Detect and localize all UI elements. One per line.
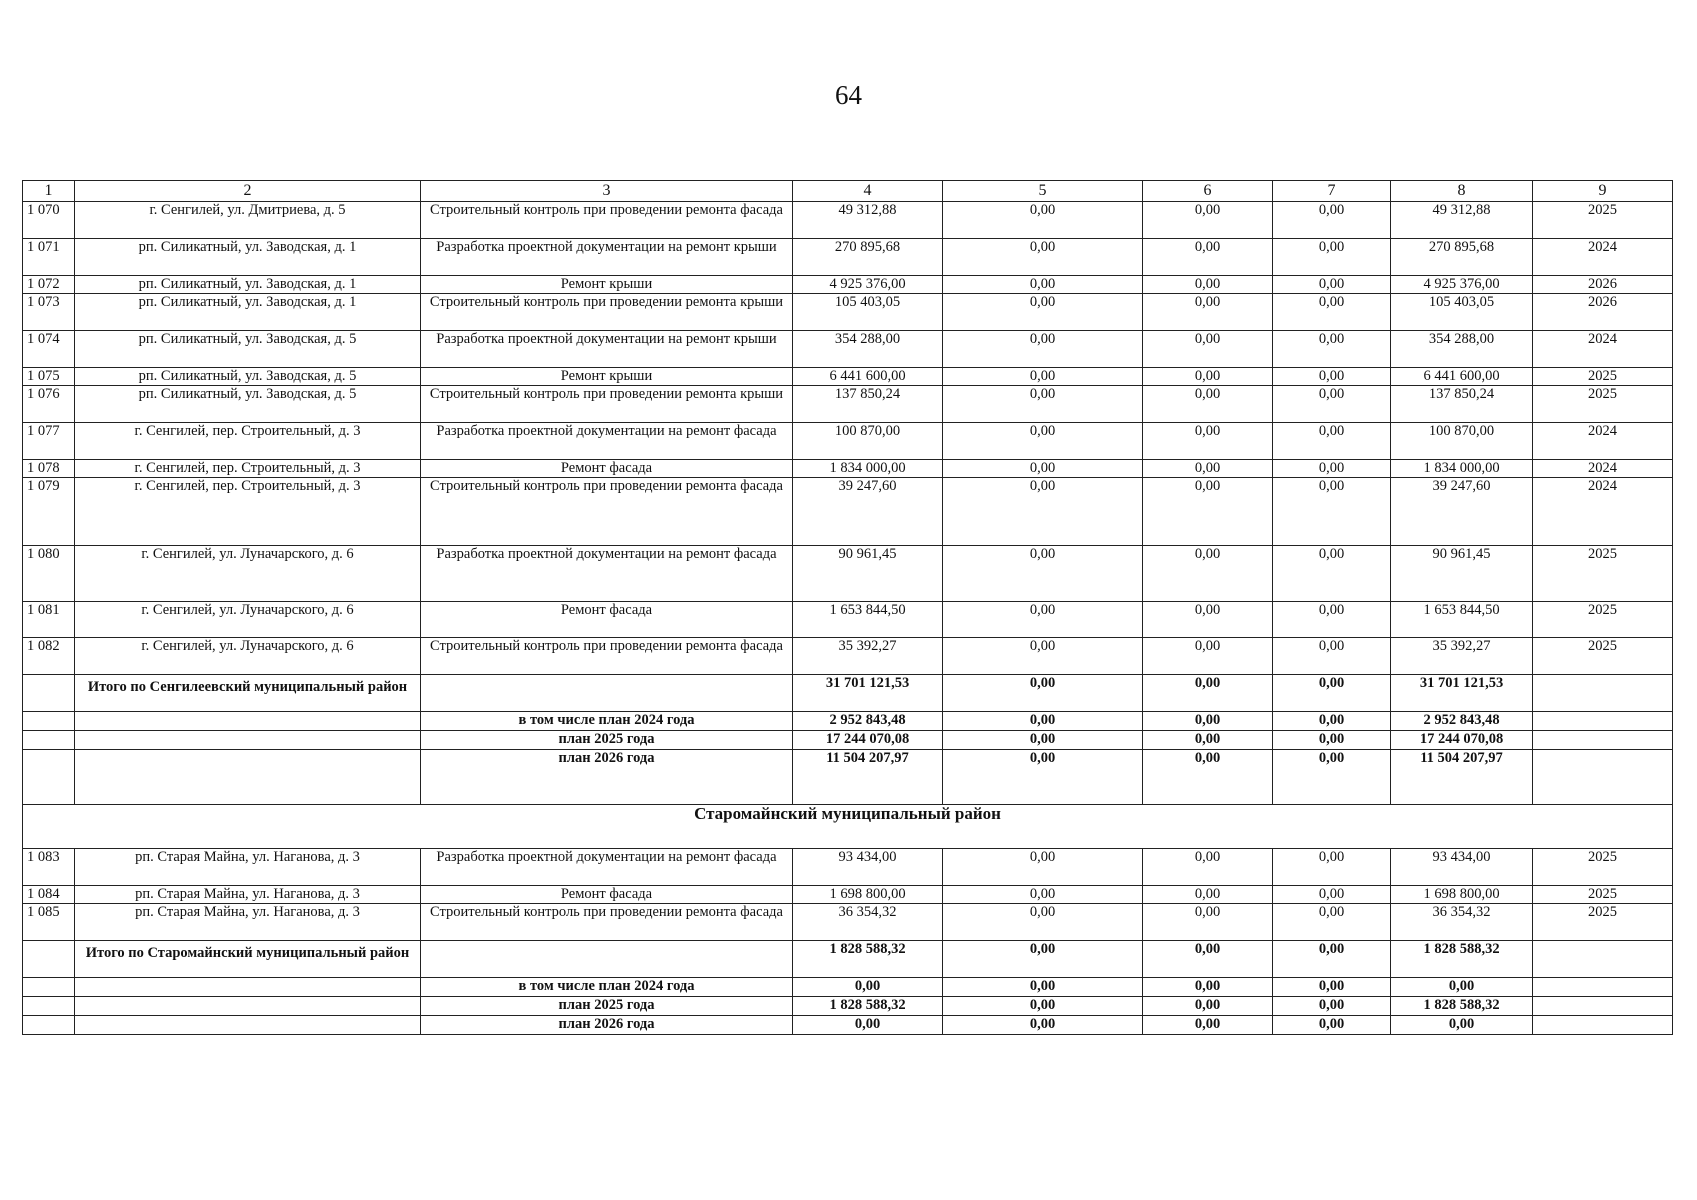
fund-cell: 0,00 xyxy=(943,997,1143,1016)
row-number: 1 081 xyxy=(23,602,75,638)
fund-cell: 0,00 xyxy=(943,941,1143,978)
work-type-cell: Строительный контроль при проведении ремонта крыши xyxy=(421,294,793,331)
row-number: 1 084 xyxy=(23,886,75,904)
table-row xyxy=(23,368,1673,386)
municipal-cell: 0,00 xyxy=(1273,386,1391,423)
year-cell: 2025 xyxy=(1533,602,1673,638)
work-type-cell xyxy=(421,941,793,978)
total-cost-cell: 1 828 588,32 xyxy=(793,941,943,978)
budget-cell: 0,00 xyxy=(1143,904,1273,941)
budget-cell: 0,00 xyxy=(1143,978,1273,997)
address-cell: рп. Силикатный, ул. Заводская, д. 1 xyxy=(75,276,421,294)
budget-cell: 0,00 xyxy=(1143,294,1273,331)
table-row xyxy=(23,638,1673,675)
total-cost-cell: 90 961,45 xyxy=(793,546,943,602)
year-cell xyxy=(1533,1016,1673,1035)
budget-cell: 0,00 xyxy=(1143,638,1273,675)
work-type-cell: план 2025 года xyxy=(421,731,793,750)
year-cell xyxy=(1533,941,1673,978)
year-cell: 2025 xyxy=(1533,202,1673,239)
budget-cell: 0,00 xyxy=(1143,423,1273,460)
budget-cell: 0,00 xyxy=(1143,478,1273,546)
work-type-cell xyxy=(421,675,793,712)
row-number: 1 083 xyxy=(23,849,75,886)
total-cost-cell: 0,00 xyxy=(793,978,943,997)
total-cost-cell: 35 392,27 xyxy=(793,638,943,675)
fund-cell: 0,00 xyxy=(943,638,1143,675)
owner-funds-cell: 0,00 xyxy=(1391,978,1533,997)
budget-cell: 0,00 xyxy=(1143,750,1273,805)
budget-cell: 0,00 xyxy=(1143,546,1273,602)
owner-funds-cell: 36 354,32 xyxy=(1391,904,1533,941)
owner-funds-cell: 0,00 xyxy=(1391,1016,1533,1035)
table-row xyxy=(23,904,1673,941)
owner-funds-cell: 100 870,00 xyxy=(1391,423,1533,460)
budget-cell: 0,00 xyxy=(1143,331,1273,368)
municipal-cell: 0,00 xyxy=(1273,331,1391,368)
budget-cell: 0,00 xyxy=(1143,731,1273,750)
address-cell: Итого по Старомайнский муниципальный район xyxy=(75,941,421,978)
column-number-row xyxy=(23,181,1673,202)
total-row xyxy=(23,712,1673,731)
address-cell: рп. Старая Майна, ул. Наганова, д. 3 xyxy=(75,886,421,904)
fund-cell: 0,00 xyxy=(943,750,1143,805)
total-cost-cell: 11 504 207,97 xyxy=(793,750,943,805)
municipal-cell: 0,00 xyxy=(1273,941,1391,978)
fund-cell: 0,00 xyxy=(943,202,1143,239)
year-cell xyxy=(1533,731,1673,750)
row-number: 1 073 xyxy=(23,294,75,331)
owner-funds-cell: 31 701 121,53 xyxy=(1391,675,1533,712)
municipal-cell: 0,00 xyxy=(1273,294,1391,331)
total-cost-cell: 0,00 xyxy=(793,1016,943,1035)
table-row xyxy=(23,331,1673,368)
total-cost-cell: 137 850,24 xyxy=(793,386,943,423)
column-header: 4 xyxy=(793,181,943,202)
table-row xyxy=(23,546,1673,602)
column-header: 1 xyxy=(23,181,75,202)
column-header: 2 xyxy=(75,181,421,202)
total-cost-cell: 100 870,00 xyxy=(793,423,943,460)
municipal-cell: 0,00 xyxy=(1273,368,1391,386)
year-cell: 2025 xyxy=(1533,849,1673,886)
budget-cell: 0,00 xyxy=(1143,886,1273,904)
year-cell: 2024 xyxy=(1533,423,1673,460)
work-type-cell: Строительный контроль при проведении ремонта фасада xyxy=(421,478,793,546)
column-header: 3 xyxy=(421,181,793,202)
address-cell xyxy=(75,997,421,1016)
table-row xyxy=(23,886,1673,904)
year-cell: 2024 xyxy=(1533,239,1673,276)
owner-funds-cell: 2 952 843,48 xyxy=(1391,712,1533,731)
work-type-cell: Разработка проектной документации на ремонт фасада xyxy=(421,849,793,886)
owner-funds-cell: 105 403,05 xyxy=(1391,294,1533,331)
page-number: 64 xyxy=(835,80,862,110)
municipal-cell: 0,00 xyxy=(1273,750,1391,805)
total-cost-cell: 31 701 121,53 xyxy=(793,675,943,712)
budget-cell: 0,00 xyxy=(1143,1016,1273,1035)
table-row xyxy=(23,239,1673,276)
fund-cell: 0,00 xyxy=(943,386,1143,423)
total-cost-cell: 1 834 000,00 xyxy=(793,460,943,478)
fund-cell: 0,00 xyxy=(943,239,1143,276)
row-number: 1 080 xyxy=(23,546,75,602)
municipal-cell: 0,00 xyxy=(1273,202,1391,239)
municipal-cell: 0,00 xyxy=(1273,546,1391,602)
total-row xyxy=(23,675,1673,712)
work-type-cell: в том числе план 2024 года xyxy=(421,712,793,731)
fund-cell: 0,00 xyxy=(943,478,1143,546)
fund-cell: 0,00 xyxy=(943,712,1143,731)
address-cell xyxy=(75,1016,421,1035)
row-number: 1 070 xyxy=(23,202,75,239)
budget-cell: 0,00 xyxy=(1143,202,1273,239)
owner-funds-cell: 137 850,24 xyxy=(1391,386,1533,423)
municipal-cell: 0,00 xyxy=(1273,478,1391,546)
row-number: 1 085 xyxy=(23,904,75,941)
owner-funds-cell: 1 698 800,00 xyxy=(1391,886,1533,904)
municipal-cell: 0,00 xyxy=(1273,904,1391,941)
year-cell: 2025 xyxy=(1533,386,1673,423)
column-header: 7 xyxy=(1273,181,1391,202)
owner-funds-cell: 39 247,60 xyxy=(1391,478,1533,546)
owner-funds-cell: 1 653 844,50 xyxy=(1391,602,1533,638)
work-type-cell: план 2026 года xyxy=(421,1016,793,1035)
owner-funds-cell: 11 504 207,97 xyxy=(1391,750,1533,805)
column-header: 9 xyxy=(1533,181,1673,202)
row-number xyxy=(23,997,75,1016)
total-row xyxy=(23,978,1673,997)
municipal-cell: 0,00 xyxy=(1273,886,1391,904)
owner-funds-cell: 6 441 600,00 xyxy=(1391,368,1533,386)
fund-cell: 0,00 xyxy=(943,978,1143,997)
fund-cell: 0,00 xyxy=(943,276,1143,294)
budget-cell: 0,00 xyxy=(1143,941,1273,978)
address-cell: рп. Силикатный, ул. Заводская, д. 1 xyxy=(75,239,421,276)
owner-funds-cell: 4 925 376,00 xyxy=(1391,276,1533,294)
budget-cell: 0,00 xyxy=(1143,276,1273,294)
total-cost-cell: 2 952 843,48 xyxy=(793,712,943,731)
table-row xyxy=(23,202,1673,239)
total-row xyxy=(23,997,1673,1016)
row-number: 1 075 xyxy=(23,368,75,386)
work-type-cell: Разработка проектной документации на ремонт фасада xyxy=(421,423,793,460)
year-cell xyxy=(1533,997,1673,1016)
total-cost-cell: 1 653 844,50 xyxy=(793,602,943,638)
owner-funds-cell: 270 895,68 xyxy=(1391,239,1533,276)
address-cell: Итого по Сенгилеевский муниципальный район xyxy=(75,675,421,712)
total-cost-cell: 49 312,88 xyxy=(793,202,943,239)
municipal-cell: 0,00 xyxy=(1273,239,1391,276)
owner-funds-cell: 1 828 588,32 xyxy=(1391,997,1533,1016)
fund-cell: 0,00 xyxy=(943,602,1143,638)
address-cell: г. Сенгилей, ул. Луначарского, д. 6 xyxy=(75,602,421,638)
work-type-cell: Строительный контроль при проведении ремонта фасада xyxy=(421,202,793,239)
total-cost-cell: 4 925 376,00 xyxy=(793,276,943,294)
address-cell: г. Сенгилей, ул. Дмитриева, д. 5 xyxy=(75,202,421,239)
budget-cell: 0,00 xyxy=(1143,602,1273,638)
total-cost-cell: 6 441 600,00 xyxy=(793,368,943,386)
work-type-cell: Разработка проектной документации на ремонт крыши xyxy=(421,331,793,368)
work-type-cell: Ремонт крыши xyxy=(421,368,793,386)
table-row xyxy=(23,294,1673,331)
year-cell: 2024 xyxy=(1533,331,1673,368)
row-number xyxy=(23,675,75,712)
municipal-cell: 0,00 xyxy=(1273,675,1391,712)
total-row xyxy=(23,1016,1673,1035)
table-row xyxy=(23,602,1673,638)
address-cell: рп. Силикатный, ул. Заводская, д. 1 xyxy=(75,294,421,331)
address-cell: рп. Силикатный, ул. Заводская, д. 5 xyxy=(75,386,421,423)
year-cell xyxy=(1533,978,1673,997)
total-cost-cell: 1 698 800,00 xyxy=(793,886,943,904)
municipal-cell: 0,00 xyxy=(1273,997,1391,1016)
work-type-cell: Разработка проектной документации на ремонт фасада xyxy=(421,546,793,602)
total-row xyxy=(23,731,1673,750)
address-cell: рп. Силикатный, ул. Заводская, д. 5 xyxy=(75,368,421,386)
municipal-cell: 0,00 xyxy=(1273,423,1391,460)
work-type-cell: Строительный контроль при проведении ремонта фасада xyxy=(421,904,793,941)
column-header: 5 xyxy=(943,181,1143,202)
total-cost-cell: 354 288,00 xyxy=(793,331,943,368)
row-number: 1 082 xyxy=(23,638,75,675)
year-cell xyxy=(1533,712,1673,731)
owner-funds-cell: 49 312,88 xyxy=(1391,202,1533,239)
address-cell xyxy=(75,750,421,805)
work-type-cell: в том числе план 2024 года xyxy=(421,978,793,997)
municipal-cell: 0,00 xyxy=(1273,712,1391,731)
row-number xyxy=(23,1016,75,1035)
budget-cell: 0,00 xyxy=(1143,386,1273,423)
table-row xyxy=(23,386,1673,423)
capital-repair-table xyxy=(22,180,1673,1035)
municipal-cell: 0,00 xyxy=(1273,978,1391,997)
work-type-cell: Строительный контроль при проведении ремонта крыши xyxy=(421,386,793,423)
year-cell: 2025 xyxy=(1533,546,1673,602)
row-number: 1 074 xyxy=(23,331,75,368)
year-cell: 2025 xyxy=(1533,638,1673,675)
column-header: 6 xyxy=(1143,181,1273,202)
owner-funds-cell: 35 392,27 xyxy=(1391,638,1533,675)
total-cost-cell: 36 354,32 xyxy=(793,904,943,941)
address-cell xyxy=(75,712,421,731)
fund-cell: 0,00 xyxy=(943,731,1143,750)
row-number: 1 071 xyxy=(23,239,75,276)
fund-cell: 0,00 xyxy=(943,675,1143,712)
row-number: 1 072 xyxy=(23,276,75,294)
table-row xyxy=(23,478,1673,546)
fund-cell: 0,00 xyxy=(943,1016,1143,1035)
owner-funds-cell: 93 434,00 xyxy=(1391,849,1533,886)
fund-cell: 0,00 xyxy=(943,904,1143,941)
municipal-cell: 0,00 xyxy=(1273,731,1391,750)
total-row xyxy=(23,941,1673,978)
budget-cell: 0,00 xyxy=(1143,712,1273,731)
work-type-cell: Разработка проектной документации на ремонт крыши xyxy=(421,239,793,276)
total-cost-cell: 39 247,60 xyxy=(793,478,943,546)
total-cost-cell: 1 828 588,32 xyxy=(793,997,943,1016)
budget-cell: 0,00 xyxy=(1143,368,1273,386)
fund-cell: 0,00 xyxy=(943,546,1143,602)
row-number: 1 076 xyxy=(23,386,75,423)
section-header-row xyxy=(23,805,1673,849)
table-row xyxy=(23,460,1673,478)
work-type-cell: Ремонт фасада xyxy=(421,886,793,904)
work-type-cell: Ремонт фасада xyxy=(421,460,793,478)
municipal-cell: 0,00 xyxy=(1273,1016,1391,1035)
row-number xyxy=(23,712,75,731)
section-title: Старомайнский муниципальный район xyxy=(23,805,1673,849)
row-number xyxy=(23,731,75,750)
work-type-cell: Ремонт крыши xyxy=(421,276,793,294)
work-type-cell: план 2025 года xyxy=(421,997,793,1016)
budget-cell: 0,00 xyxy=(1143,239,1273,276)
table-row xyxy=(23,276,1673,294)
municipal-cell: 0,00 xyxy=(1273,638,1391,675)
year-cell: 2026 xyxy=(1533,294,1673,331)
owner-funds-cell: 90 961,45 xyxy=(1391,546,1533,602)
work-type-cell: Ремонт фасада xyxy=(421,602,793,638)
column-header: 8 xyxy=(1391,181,1533,202)
row-number: 1 079 xyxy=(23,478,75,546)
row-number: 1 078 xyxy=(23,460,75,478)
table-row xyxy=(23,849,1673,886)
row-number: 1 077 xyxy=(23,423,75,460)
fund-cell: 0,00 xyxy=(943,423,1143,460)
total-cost-cell: 270 895,68 xyxy=(793,239,943,276)
row-number xyxy=(23,978,75,997)
fund-cell: 0,00 xyxy=(943,368,1143,386)
year-cell: 2024 xyxy=(1533,460,1673,478)
municipal-cell: 0,00 xyxy=(1273,849,1391,886)
address-cell: рп. Старая Майна, ул. Наганова, д. 3 xyxy=(75,904,421,941)
address-cell xyxy=(75,978,421,997)
address-cell: г. Сенгилей, пер. Строительный, д. 3 xyxy=(75,478,421,546)
work-type-cell: план 2026 года xyxy=(421,750,793,805)
fund-cell: 0,00 xyxy=(943,460,1143,478)
year-cell: 2025 xyxy=(1533,368,1673,386)
budget-cell: 0,00 xyxy=(1143,675,1273,712)
fund-cell: 0,00 xyxy=(943,294,1143,331)
row-number xyxy=(23,941,75,978)
address-cell xyxy=(75,731,421,750)
owner-funds-cell: 1 828 588,32 xyxy=(1391,941,1533,978)
year-cell: 2024 xyxy=(1533,478,1673,546)
municipal-cell: 0,00 xyxy=(1273,602,1391,638)
owner-funds-cell: 354 288,00 xyxy=(1391,331,1533,368)
year-cell xyxy=(1533,750,1673,805)
year-cell: 2026 xyxy=(1533,276,1673,294)
total-row xyxy=(23,750,1673,805)
year-cell: 2025 xyxy=(1533,904,1673,941)
fund-cell: 0,00 xyxy=(943,849,1143,886)
fund-cell: 0,00 xyxy=(943,886,1143,904)
row-number xyxy=(23,750,75,805)
address-cell: г. Сенгилей, ул. Луначарского, д. 6 xyxy=(75,638,421,675)
budget-cell: 0,00 xyxy=(1143,849,1273,886)
fund-cell: 0,00 xyxy=(943,331,1143,368)
municipal-cell: 0,00 xyxy=(1273,276,1391,294)
total-cost-cell: 93 434,00 xyxy=(793,849,943,886)
budget-cell: 0,00 xyxy=(1143,460,1273,478)
total-cost-cell: 17 244 070,08 xyxy=(793,731,943,750)
work-type-cell: Строительный контроль при проведении ремонта фасада xyxy=(421,638,793,675)
owner-funds-cell: 17 244 070,08 xyxy=(1391,731,1533,750)
address-cell: рп. Силикатный, ул. Заводская, д. 5 xyxy=(75,331,421,368)
address-cell: г. Сенгилей, пер. Строительный, д. 3 xyxy=(75,460,421,478)
address-cell: рп. Старая Майна, ул. Наганова, д. 3 xyxy=(75,849,421,886)
address-cell: г. Сенгилей, ул. Луначарского, д. 6 xyxy=(75,546,421,602)
municipal-cell: 0,00 xyxy=(1273,460,1391,478)
table-body xyxy=(23,202,1673,1035)
budget-cell: 0,00 xyxy=(1143,997,1273,1016)
owner-funds-cell: 1 834 000,00 xyxy=(1391,460,1533,478)
total-cost-cell: 105 403,05 xyxy=(793,294,943,331)
table-row xyxy=(23,423,1673,460)
address-cell: г. Сенгилей, пер. Строительный, д. 3 xyxy=(75,423,421,460)
year-cell xyxy=(1533,675,1673,712)
year-cell: 2025 xyxy=(1533,886,1673,904)
